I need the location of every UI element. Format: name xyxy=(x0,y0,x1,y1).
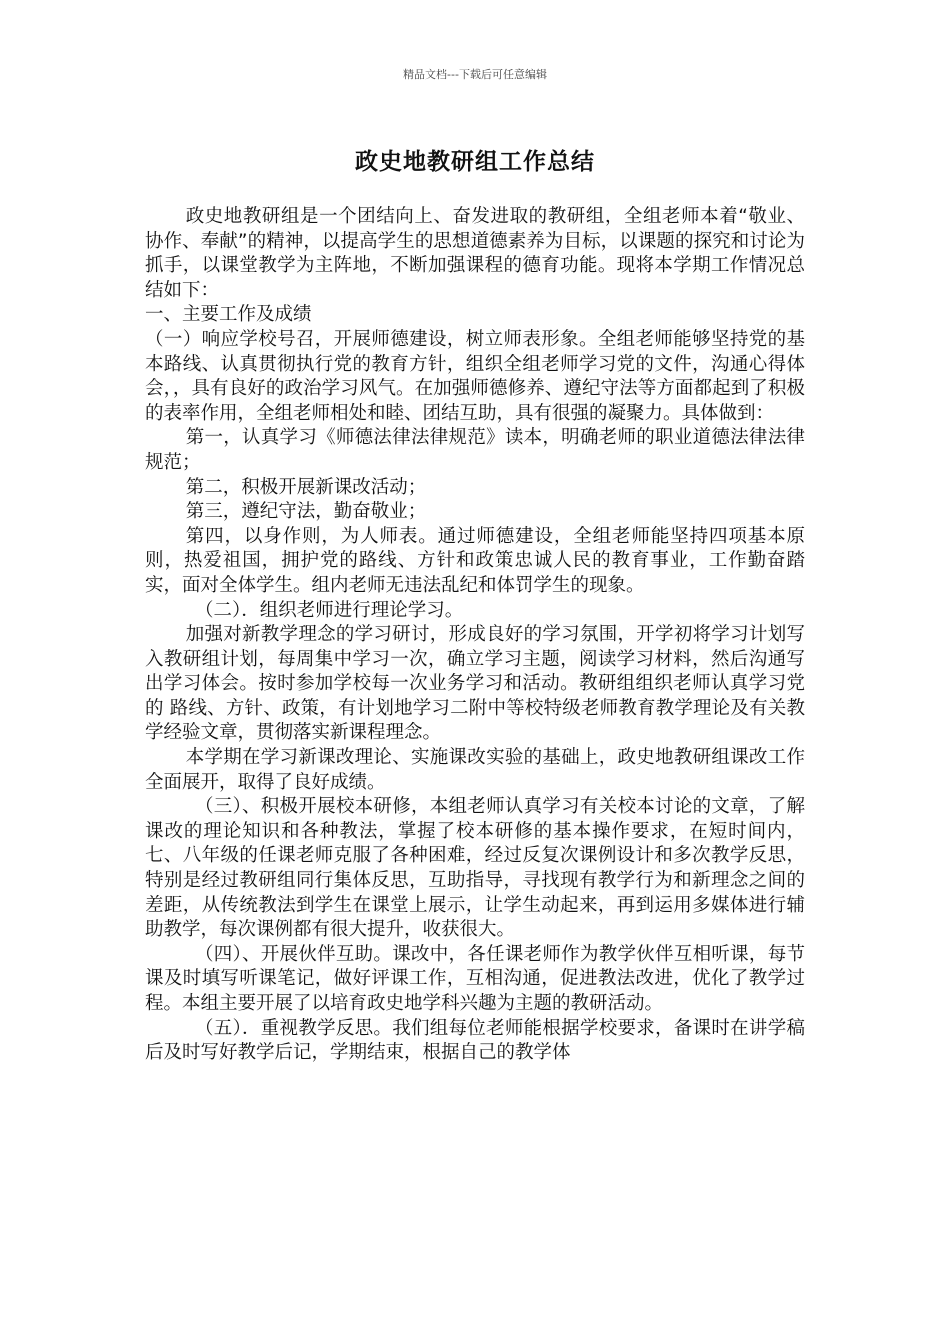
paragraph-point-1: 第一，认真学习《师德法律法律规范》读本，明确老师的职业道德法律法律规范； xyxy=(145,427,805,473)
paragraph-point-4: 第四，以身作则，为人师表。通过师德建设，全组老师能坚持四项基本原则，热爱祖国，拥护党的路线、方针和政策忠诚人民的教育事业，工作勤奋踏实，面对全体学生。组内老师无违法乱纪和体罚学生的现象。 xyxy=(145,525,805,596)
paragraph-item-2-heading: （二）．组织老师进行理论学习。 xyxy=(194,599,464,621)
paragraph-item-2-result: 本学期在学习新课改理论、实施课改实验的基础上，政史地教研组课改工作全面展开，取得了良好成绩。 xyxy=(145,747,805,793)
paragraph-item-3: （三）、积极开展校本研修，本组老师认真学习有关校本讨论的文章，了解课改的理论知识和各种教法，掌握了校本研修的基本操作要求，在短时间内，七、八年级的任课老师克服了各种困难，经过反复次课例设计和多次教学反思，特别是经过教研组同行集体反思，互助指导，寻找现有教学行为和新理念之间的差距，从传统教法到学生在课堂上展示，让学生动起来，再到运用多媒体进行辅助教学，每次课例都有很大提升，收获很大。 xyxy=(145,796,805,941)
paragraph-item-2-body: 加强对新教学理念的学习研讨，形成良好的学习氛围，开学初将学习计划写入教研组计划，每周集中学习一次，确立学习主题，阅读学习材料，然后沟通写出学习体会。按时参加学校每一次业务学习和活动。教研组组织老师认真学习党的 路线、方针、政策，有计划地学习二附中等校特级老师教育教学理论及有关教学经验文章，贯彻落实新课程理念。 xyxy=(145,624,805,744)
document-title: 政史地教研组工作总结 xyxy=(355,149,595,175)
section-heading: 一、主要工作及成绩 xyxy=(145,304,312,326)
paragraph-point-2: 第二，积极开展新课改活动； xyxy=(185,476,427,498)
paragraph-point-3: 第三，遵纪守法，勤奋敬业； xyxy=(185,501,427,523)
paragraph-item-5: （五）．重视教学反思。我们组每位老师能根据学校要求，备课时在讲学稿后及时写好教学后记，学期结束，根据自己的教学体 xyxy=(145,1017,805,1064)
paragraph-item-1: （一）响应学校号召，开展师德建设，树立师表形象。全组老师能够坚持党的基本路线、认真贯彻执行党的教育方针，组织全组老师学习党的文件，沟通心得体会，，具有良好的政治学习风气。在加强师德修养、遵纪守法等方面都起到了积极的表率作用，全组老师相处和睦、团结互助，具有很强的凝聚力。具体做到： xyxy=(145,328,805,424)
header-note: 精品文档---下载后可任意编辑 xyxy=(403,68,547,81)
document-body xyxy=(145,205,805,1066)
paragraph-item-4: （四）、开展伙伴互助。课改中，各任课老师作为教学伙伴互相听课，每节课及时填写听课笔记，做好评课工作，互相沟通，促进教法改进，优化了教学过程。本组主要开展了以培育政史地学科兴趣为主题的教研活动。 xyxy=(145,943,805,1014)
paragraph-intro: 政史地教研组是一个团结向上、奋发进取的教研组，全组老师本着“敬业、协作、奉献”的精神，以提高学生的思想道德素养为目标，以课题的探究和讨论为抓手，以课堂教学为主阵地，不断加强课程的德育功能。现将本学期工作情况总结如下： xyxy=(145,206,805,301)
